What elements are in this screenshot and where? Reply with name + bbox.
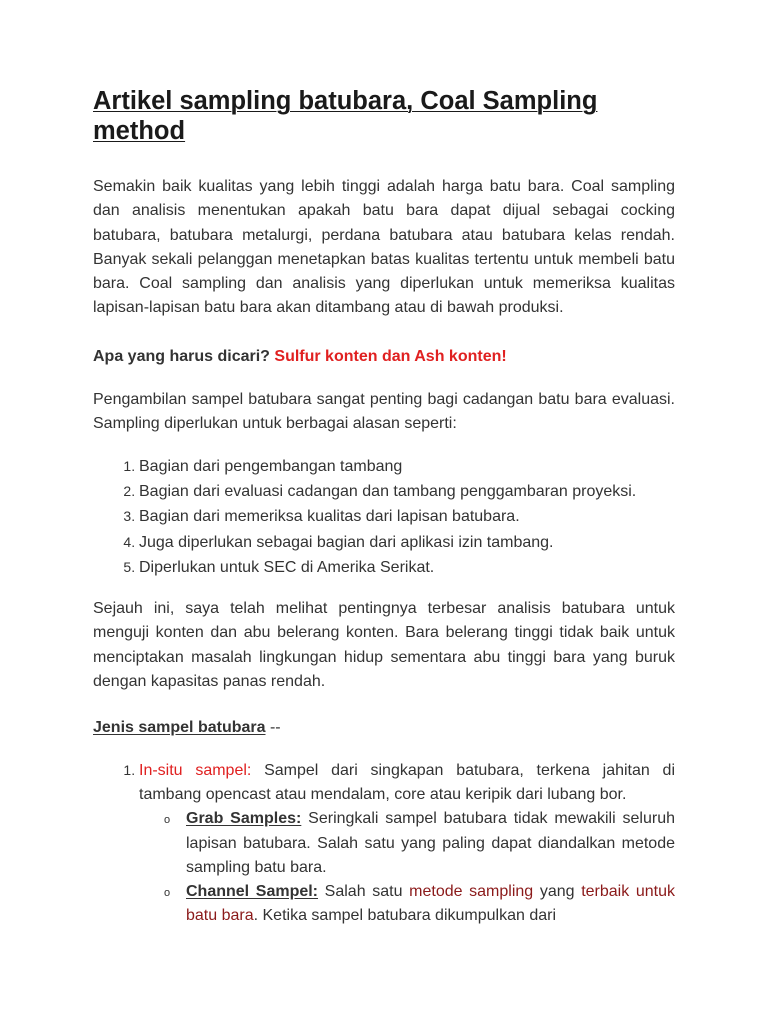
- reason-item-3: 3. Bagian dari memeriksa kualitas dari lapisan batubara.: [139, 504, 675, 529]
- channel-link-terbaik[interactable]: terbaik untuk batu bara: [186, 883, 676, 925]
- sample-types-list: [93, 758, 675, 929]
- article-title: Artikel sampling batubara, Coal Sampling method: [93, 87, 598, 145]
- jenis-heading: Jenis sampel batubara: [93, 719, 266, 737]
- question-lead: Apa yang harus dicari?: [93, 347, 270, 365]
- reasons-list: [93, 454, 675, 580]
- document-page: [93, 86, 675, 929]
- bullet-circle-icon: o: [164, 887, 171, 900]
- type-item-insitu: [139, 758, 675, 929]
- insitu-subtypes-list: [139, 807, 675, 928]
- grab-text: Seringkali sampel batubara tidak mewakili seluruh lapisan batubara. Salah satu yang paling dapat diandalkan metode sampling batu bara.: [186, 810, 675, 876]
- grab-label: Grab Samples:: [186, 810, 302, 828]
- reason-item-4: 4. Juga diperlukan sebagai bagian dari aplikasi izin tambang.: [139, 530, 675, 555]
- channel-text-1: Salah satu: [318, 883, 410, 901]
- channel-label: Channel Sampel:: [186, 883, 319, 901]
- channel-text-2: yang: [533, 883, 582, 901]
- subtype-item-channel: [164, 880, 676, 929]
- sejauh-paragraph: Sejauh ini, saya telah melihat pentingnya terbesar analisis batubara untuk menguji konten dan abu belerang konten. Bara belerang tinggi tidak baik untuk menciptakan masalah lingkungan hidup sementara abu tinggi bara yang buruk dengan kapasitas panas rendah.: [93, 600, 675, 691]
- insitu-label: In-situ sampel:: [139, 761, 252, 779]
- reason-item-1: 1. Bagian dari pengembangan tambang: [139, 454, 675, 479]
- question-answer: Sulfur konten dan Ash konten!: [274, 347, 507, 365]
- channel-link-metode[interactable]: metode sampling: [409, 883, 534, 901]
- subtype-item-grab: [164, 807, 675, 880]
- reason-item-5: 5. Diperlukan untuk SEC di Amerika Serikat.: [139, 555, 675, 580]
- reason-item-2: 2. Bagian dari evaluasi cadangan dan tambang penggambaran proyeksi.: [139, 479, 675, 504]
- question-paragraph: [93, 345, 675, 369]
- jenis-suffix: --: [265, 719, 281, 737]
- bullet-circle-icon: o: [164, 814, 171, 827]
- insitu-text: Sampel dari singkapan batubara, terkena jahitan di tambang opencast atau mendalam, core atau keripik dari lubang bor.: [139, 761, 675, 803]
- intro-paragraph: Semakin baik kualitas yang lebih tinggi adalah harga batu bara. Coal sampling dan analisis menentukan apakah batu bara dapat dijual sebagai cocking batubara, batubara metalurgi, perdana batubara atau batubara kelas rendah. Banyak sekali pelanggan menetapkan batas kualitas tertentu untuk membeli batu bara. Coal sampling dan analisis yang diperlukan untuk memeriksa kualitas lapisan-lapisan batu bara akan ditambang atau di bawah produksi.: [93, 178, 675, 317]
- channel-text-3: . Ketika sampel batubara dikumpulkan dari: [253, 907, 556, 925]
- pengambilan-paragraph: Pengambilan sampel batubara sangat penting bagi cadangan batu bara evaluasi. Sampling diperlukan untuk berbagai alasan seperti:: [93, 391, 675, 433]
- jenis-heading-paragraph: [93, 716, 675, 740]
